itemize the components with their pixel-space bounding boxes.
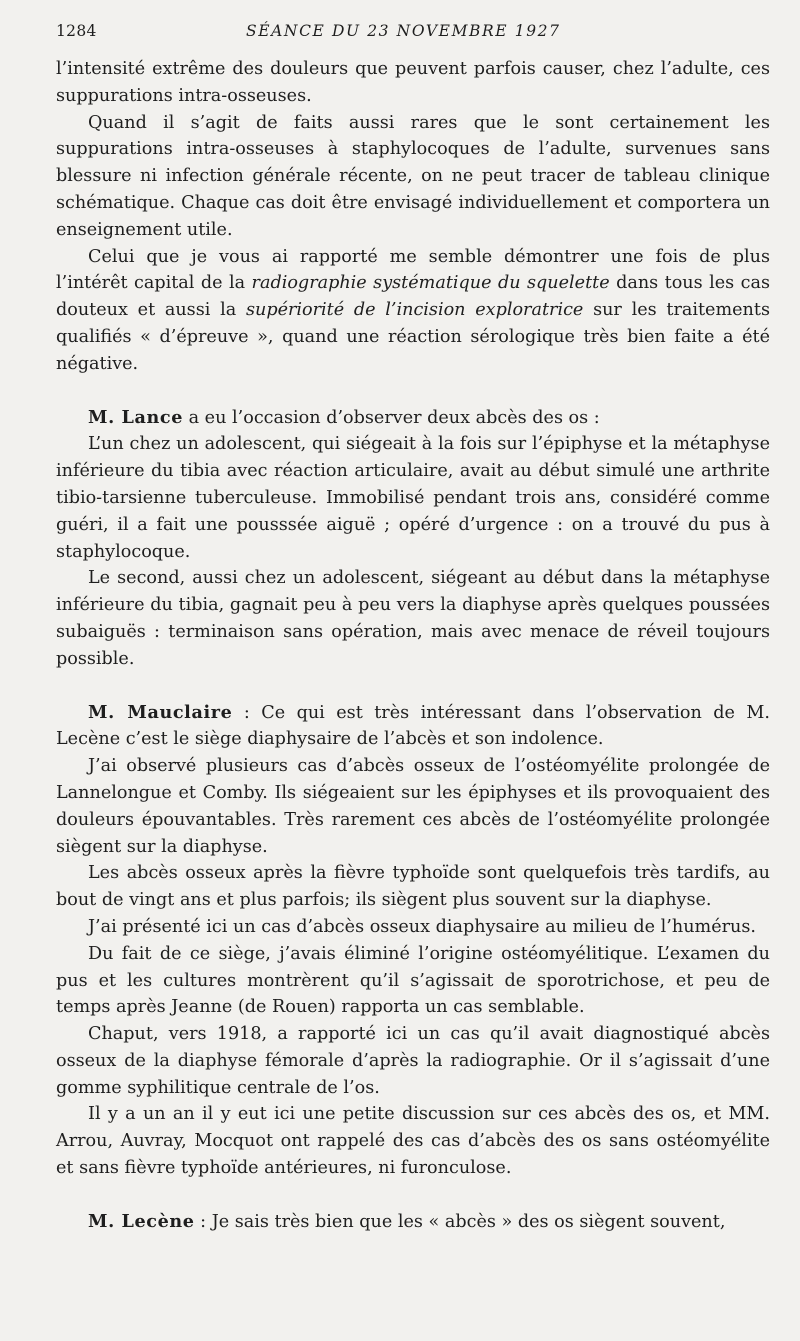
paragraph bbox=[56, 244, 770, 378]
paragraph: Du fait de ce siège, j’avais éliminé l’origine ostéomyélitique. L’examen du pus et les cultures montrèrent qu’il s’agissait de sporotrichose, et peu de temps après Jeanne (de Rouen) rapporta un cas semblable. bbox=[56, 943, 770, 1018]
paragraph bbox=[56, 700, 770, 754]
section-lecene-reply bbox=[56, 1209, 770, 1236]
paragraph: Les abcès osseux après la fièvre typhoïde sont quelquefois très tardifs, au bout de vingt ans et plus parfois; ils siègent plus souvent sur la diaphyse. bbox=[56, 863, 770, 911]
section-gap bbox=[56, 378, 770, 405]
speaker-name: M. Lecène bbox=[88, 1210, 195, 1232]
speaker-name: M. Lance bbox=[88, 406, 183, 428]
section-lance bbox=[56, 405, 770, 673]
speaker-name: M. Mauclaire bbox=[88, 701, 233, 723]
text-run: a eu l’occasion d’observer deux abcès des os : bbox=[183, 407, 600, 428]
section-gap bbox=[56, 1182, 770, 1209]
text-run: sur les traitements qualifiés « d’épreuve », quand une réaction sérologique très bien faite a été négative. bbox=[56, 300, 770, 374]
text-run: : Je sais très bien que les « abcès » des os siègent souvent, bbox=[194, 1211, 726, 1232]
paragraph bbox=[56, 1209, 770, 1236]
italic-phrase: supériorité de l’incision exploratrice bbox=[245, 300, 584, 321]
section-gap bbox=[56, 673, 770, 700]
paragraph: J’ai présenté ici un cas d’abcès osseux diaphysaire au milieu de l’humérus. bbox=[88, 916, 756, 937]
paragraph: Quand il s’agit de faits aussi rares que le sont certainement les suppurations intra-osseuses à staphylocoques de l’adulte, survenues sans blessure ni infection générale récente, on ne peut tracer de tableau clinique schématique. Chaque cas doit être envisagé individuellement et comportera un enseignement utile. bbox=[56, 112, 770, 240]
paragraph: J’ai observé plusieurs cas d’abcès osseux de l’ostéomyélite prolongée de Lannelongue et Comby. Ils siégeaient sur les épiphyses et ils provoquaient des douleurs épouvantables. Très rarement ces abcès de l’ostéomyélite prolongée siègent sur la diaphyse. bbox=[56, 756, 770, 857]
paragraph: L’un chez un adolescent, qui siégeait à la fois sur l’épiphyse et la métaphyse inférieure du tibia avec réaction articulaire, avait au début simulé une arthrite tibio-tarsienne tuberculeuse. Immobilisé pendant trois ans, considéré comme guéri, il a fait une pousssée aiguë ; opéré d’urgence : on a trouvé du pus à staphylocoque. bbox=[56, 434, 770, 562]
paragraph bbox=[56, 405, 770, 432]
paragraph: l’intensité extrême des douleurs que peuvent parfois causer, chez l’adulte, ces suppurations intra-osseuses. bbox=[56, 59, 770, 106]
text-run: dans tous les cas douteux et aussi la bbox=[56, 273, 770, 321]
paragraph: Le second, aussi chez un adolescent, siégeant au début dans la métaphyse inférieure du tibia, gagnait peu à peu vers la diaphyse après quelques poussées subaiguës : terminaison sans opération, mais avec menace de réveil toujours possible. bbox=[56, 568, 770, 669]
paragraph: Il y a un an il y eut ici une petite discussion sur ces abcès des os, et MM. Arrou, Auvray, Mocquot ont rappelé des cas d’abcès des os sans ostéomyélite et sans fièvre typhoïde antérieures, ni furonculose. bbox=[56, 1104, 770, 1179]
running-title: SÉANCE DU 23 NOVEMBRE 1927 bbox=[246, 22, 561, 40]
paragraph: Chaput, vers 1918, a rapporté ici un cas qu’il avait diagnostiqué abcès osseux de la diaphyse fémorale d’après la radiographie. Or il s’agissait d’une gomme syphilitique centrale de l’os. bbox=[56, 1024, 770, 1098]
section-mauclaire bbox=[56, 700, 770, 1182]
section-lecene-conclusion bbox=[56, 56, 770, 378]
page-number: 1284 bbox=[56, 22, 97, 40]
text-run: : Ce qui est très intéressant dans l’observation de M. Lecène c’est le siège diaphysaire de l’abcès et son indolence. bbox=[56, 702, 770, 750]
running-head bbox=[56, 18, 770, 46]
italic-phrase: radiographie systématique du squelette bbox=[251, 273, 610, 294]
text-run: Celui que je vous ai rapporté me semble démontrer une fois de plus l’intérêt capital de la bbox=[56, 246, 770, 294]
